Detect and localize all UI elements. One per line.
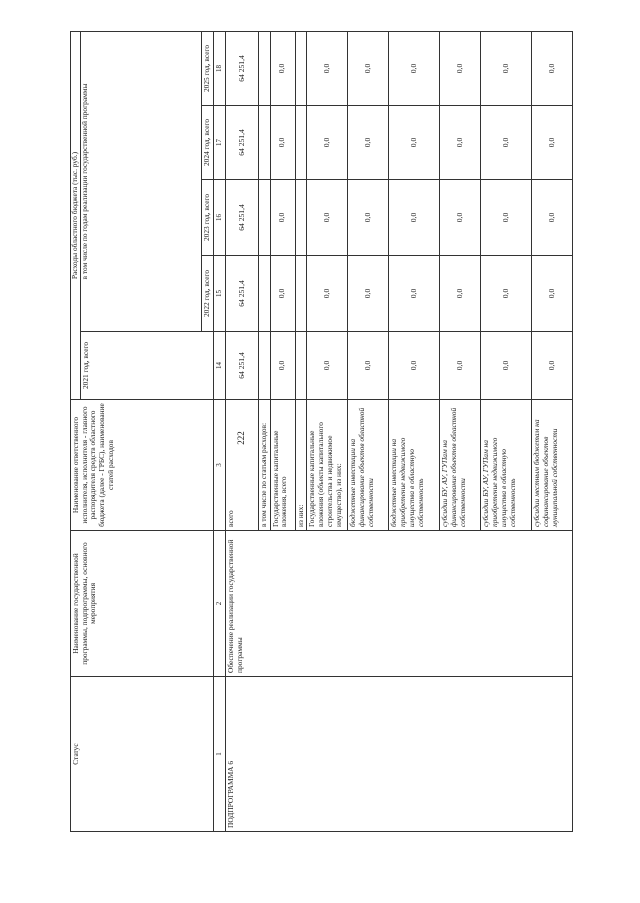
column-number: 16 xyxy=(214,180,226,256)
row-label: субсидии БУ, АУ, ГУПам на приобретение недвижимого имущества в областную собственность xyxy=(481,400,532,531)
value-cell xyxy=(295,106,307,180)
column-number: 18 xyxy=(214,31,226,105)
column-number: 3 xyxy=(214,400,226,531)
header-years-group: в том числе по годам реализации государственной программы xyxy=(81,31,202,331)
row-label: Государственные капитальные вложения, всего xyxy=(270,400,295,531)
value-cell: 0,0 xyxy=(348,332,389,400)
header-year-2024: 2024 год, всего xyxy=(202,106,214,180)
table-row xyxy=(226,31,259,831)
value-cell: 0,0 xyxy=(532,332,573,400)
row-label: Государственные капитальные вложения (объекты капитального строительства и недвижимое имущество), из них: xyxy=(307,400,348,531)
value-cell xyxy=(259,332,271,400)
value-cell xyxy=(295,332,307,400)
value-cell: 0,0 xyxy=(307,31,348,105)
page-number: 222 xyxy=(236,431,246,445)
column-number: 14 xyxy=(214,332,226,400)
value-cell xyxy=(295,31,307,105)
header-budget-group: Расходы областного бюджета (тыс. руб.) xyxy=(71,31,81,399)
value-cell: 0,0 xyxy=(440,256,481,332)
header-executor: Наименование ответственного исполнителя, исполнителя - главного распорядителя средств областного бюджета (далее - ГРБС), наименование статей расходов xyxy=(71,400,214,531)
value-cell: 0,0 xyxy=(389,31,440,105)
value-cell: 0,0 xyxy=(481,256,532,332)
value-cell: 64 251,4 xyxy=(226,180,259,256)
header-row-top xyxy=(71,31,81,831)
value-cell: 0,0 xyxy=(307,180,348,256)
value-cell: 64 251,4 xyxy=(226,31,259,105)
column-number: 17 xyxy=(214,106,226,180)
value-cell: 0,0 xyxy=(481,180,532,256)
column-number-row xyxy=(214,31,226,831)
value-cell: 0,0 xyxy=(348,31,389,105)
value-cell xyxy=(259,106,271,180)
value-cell xyxy=(259,256,271,332)
row-label: субсидии БУ, АУ, ГУПам на финансирование объектов областной собственности xyxy=(440,400,481,531)
value-cell: 0,0 xyxy=(532,256,573,332)
value-cell xyxy=(259,31,271,105)
value-cell: 0,0 xyxy=(307,106,348,180)
value-cell xyxy=(295,180,307,256)
value-cell: 0,0 xyxy=(307,256,348,332)
value-cell: 0,0 xyxy=(389,180,440,256)
value-cell: 0,0 xyxy=(389,256,440,332)
value-cell: 0,0 xyxy=(440,180,481,256)
value-cell: 0,0 xyxy=(481,332,532,400)
value-cell: 0,0 xyxy=(440,332,481,400)
value-cell: 64 251,4 xyxy=(226,332,259,400)
value-cell: 0,0 xyxy=(348,106,389,180)
value-cell: 0,0 xyxy=(270,31,295,105)
program-name-cell: Обеспечение реализации государственной программы xyxy=(226,531,573,677)
value-cell: 0,0 xyxy=(389,332,440,400)
value-cell: 0,0 xyxy=(270,106,295,180)
value-cell: 0,0 xyxy=(270,180,295,256)
header-program-name: Наименование государственной программы, подпрограммы, основного мероприятия xyxy=(71,531,214,677)
header-year-2023: 2023 год, всего xyxy=(202,180,214,256)
header-year-2021: 2021 год, всего xyxy=(81,332,214,400)
value-cell: 0,0 xyxy=(532,106,573,180)
value-cell xyxy=(259,180,271,256)
value-cell: 0,0 xyxy=(389,106,440,180)
value-cell: 0,0 xyxy=(481,106,532,180)
value-cell: 0,0 xyxy=(348,256,389,332)
value-cell: 0,0 xyxy=(307,332,348,400)
value-cell: 0,0 xyxy=(270,332,295,400)
header-status: Статус xyxy=(71,677,214,832)
header-year-2025: 2025 год, всего xyxy=(202,31,214,105)
budget-table xyxy=(70,31,573,832)
row-label: субсидии местным бюджетам на софинансирование объектов муниципальной собственности xyxy=(532,400,573,531)
row-label: в том числе по статьям расходов: xyxy=(259,400,271,531)
value-cell xyxy=(295,256,307,332)
rotated-table-area xyxy=(70,32,640,832)
row-label: из них: xyxy=(295,400,307,531)
header-year-2022: 2022 год, всего xyxy=(202,256,214,332)
value-cell: 0,0 xyxy=(348,180,389,256)
value-cell: 64 251,4 xyxy=(226,106,259,180)
row-label: всего xyxy=(226,400,259,531)
value-cell: 0,0 xyxy=(532,31,573,105)
row-label: бюджетные инвестиции на приобретение недвижимого имущества в областную собственность xyxy=(389,400,440,531)
value-cell: 64 251,4 xyxy=(226,256,259,332)
status-cell: ПОДПРОГРАММА 6 xyxy=(226,677,573,832)
value-cell: 0,0 xyxy=(532,180,573,256)
value-cell: 0,0 xyxy=(481,31,532,105)
value-cell: 0,0 xyxy=(270,256,295,332)
column-number: 2 xyxy=(214,531,226,677)
row-label: бюджетные инвестиции на финансирование объектов областной собственности xyxy=(348,400,389,531)
value-cell: 0,0 xyxy=(440,106,481,180)
column-number: 1 xyxy=(214,677,226,832)
value-cell: 0,0 xyxy=(440,31,481,105)
column-number: 15 xyxy=(214,256,226,332)
